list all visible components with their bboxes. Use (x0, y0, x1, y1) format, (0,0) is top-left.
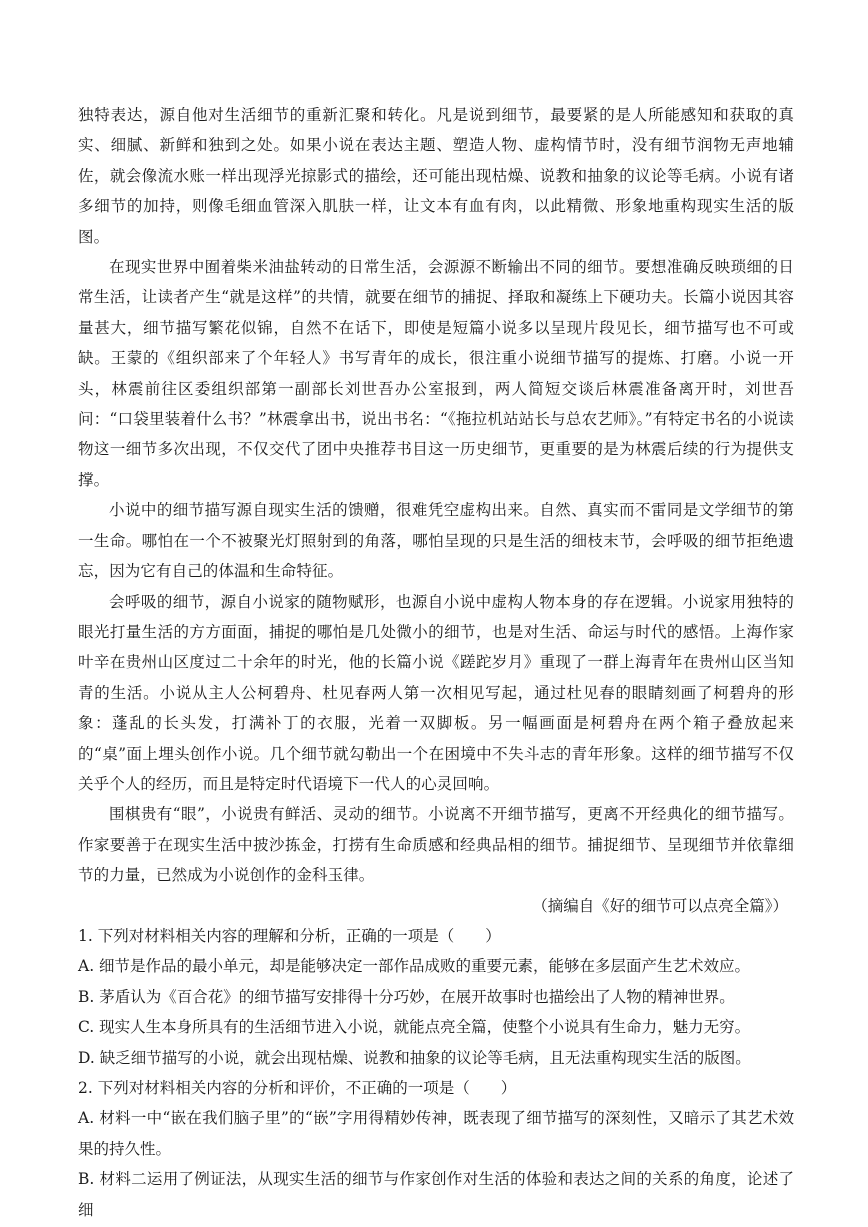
answer-option-a: A. 材料一中“嵌在我们脑子里”的“嵌”字用得精妙传神，既表现了细节描写的深刻性，又暗示了其艺术效果的持久性。 (78, 1109, 794, 1158)
question-2 (78, 1073, 794, 1225)
passage-paragraph: 小说中的细节描写源自现实生活的馈赠，很难凭空虚构出来。自然、真实而不雷同是文学细节的第一生命。哪怕在一个不被聚光灯照射到的角落，哪怕呈现的只是生活的细枝末节，会呼吸的细节拒绝遗忘，因为它有自己的体温和生命特征。 (78, 501, 794, 581)
question-stem: 1. 下列对材料相关内容的理解和分析，正确的一项是（ ） (78, 926, 501, 945)
answer-option-d: D. 缺乏细节描写的小说，就会出现枯燥、说教和抽象的议论等毛病，且无法重构现实生活的版图。 (78, 1048, 751, 1067)
answer-option-c: C. 现实人生本身所具有的生活细节进入小说，就能点亮全篇，使整个小说具有生命力，魅力无穷。 (78, 1018, 751, 1037)
passage-paragraph: 会呼吸的细节，源自小说家的随物赋形，也源自小说中虚构人物本身的存在逻辑。小说家用独特的眼光打量生活的方方面面，捕捉的哪怕是几处微小的细节，也是对生活、命运与时代的感悟。上海作家叶辛在贵州山区度过二十余年的时光，他的长篇小说《蹉跎岁月》重现了一群上海青年在贵州山区当知青的生活。小说从主人公柯碧舟、杜见春两人第一次相见写起，通过杜见春的眼睛刻画了柯碧舟的形象：蓬乱的长头发，打满补丁的衣服，光着一双脚板。另一幅画面是柯碧舟在两个箱子叠放起来的“桌”面上埋头创作小说。几个细节就勾勒出一个在困境中不失斗志的青年形象。这样的细节描写不仅关乎个人的经历，而且是特定时代语境下一代人的心灵回响。 (78, 592, 794, 793)
answer-option-b: B. 材料二运用了例证法，从现实生活的细节与作家创作对生活的体验和表达之间的关系的角度，论述了细 (78, 1170, 794, 1219)
passage-paragraph: 独特表达，源自他对生活细节的重新汇聚和转化。凡是说到细节，最要紧的是人所能感知和获取的真实、细腻、新鲜和独到之处。如果小说在表达主题、塑造人物、虚构情节时，没有细节润物无声地辅佐，就会像流水账一样出现浮光掠影式的描绘，还可能出现枯燥、说教和抽象的议论等毛病。小说有诸多细节的加持，则像毛细血管深入肌肤一样，让文本有血有肉，以此精微、形象地重构现实生活的版图。 (78, 106, 794, 246)
question-1 (78, 921, 794, 1073)
answer-option-a: A. 细节是作品的最小单元，却是能够决定一部作品成败的重要元素，能够在多层面产生艺术效应。 (78, 957, 751, 976)
document-page (78, 100, 794, 1225)
question-stem: 2. 下列对材料相关内容的分析和评价，不正确的一项是（ ） (78, 1079, 517, 1097)
passage-source: （摘编自《好的细节可以点亮全篇》） (532, 896, 788, 915)
passage-paragraph: 围棋贵有“眼”，小说贵有鲜活、灵动的细节。小说离不开细节描写，更离不开经典化的细节描写。作家要善于在现实生活中披沙拣金，打捞有生命质感和经典品相的细节。捕捉细节、呈现细节并依靠细节的力量，已然成为小说创作的金科玉律。 (78, 805, 794, 885)
passage-paragraph: 在现实世界中囿着柴米油盐转动的日常生活，会源源不断输出不同的细节。要想准确反映琐细的日常生活，让读者产生“就是这样”的共情，就要在细节的捕捉、择取和凝练上下硬功夫。长篇小说因其容量甚大，细节描写繁花似锦，自然不在话下，即使是短篇小说多以呈现片段见长，细节描写也不可或缺。王蒙的《组织部来了个年轻人》书写青年的成长，很注重小说细节描写的提炼、打磨。小说一开头，林震前往区委组织部第一副部长刘世吾办公室报到，两人简短交谈后林震准备离开时，刘世吾问：“口袋里装着什么书？”林震拿出书，说出书名：“《拖拉机站站长与总农艺师》。”有特定书名的小说读物这一细节多次出现，不仅交代了团中央推荐书目这一历史细节，更重要的是为林震后续的行为提供支撑。 (78, 258, 794, 489)
answer-option-b: B. 茅盾认为《百合花》的细节描写安排得十分巧妙，在展开故事时也描绘出了人物的精神世界。 (78, 987, 735, 1006)
